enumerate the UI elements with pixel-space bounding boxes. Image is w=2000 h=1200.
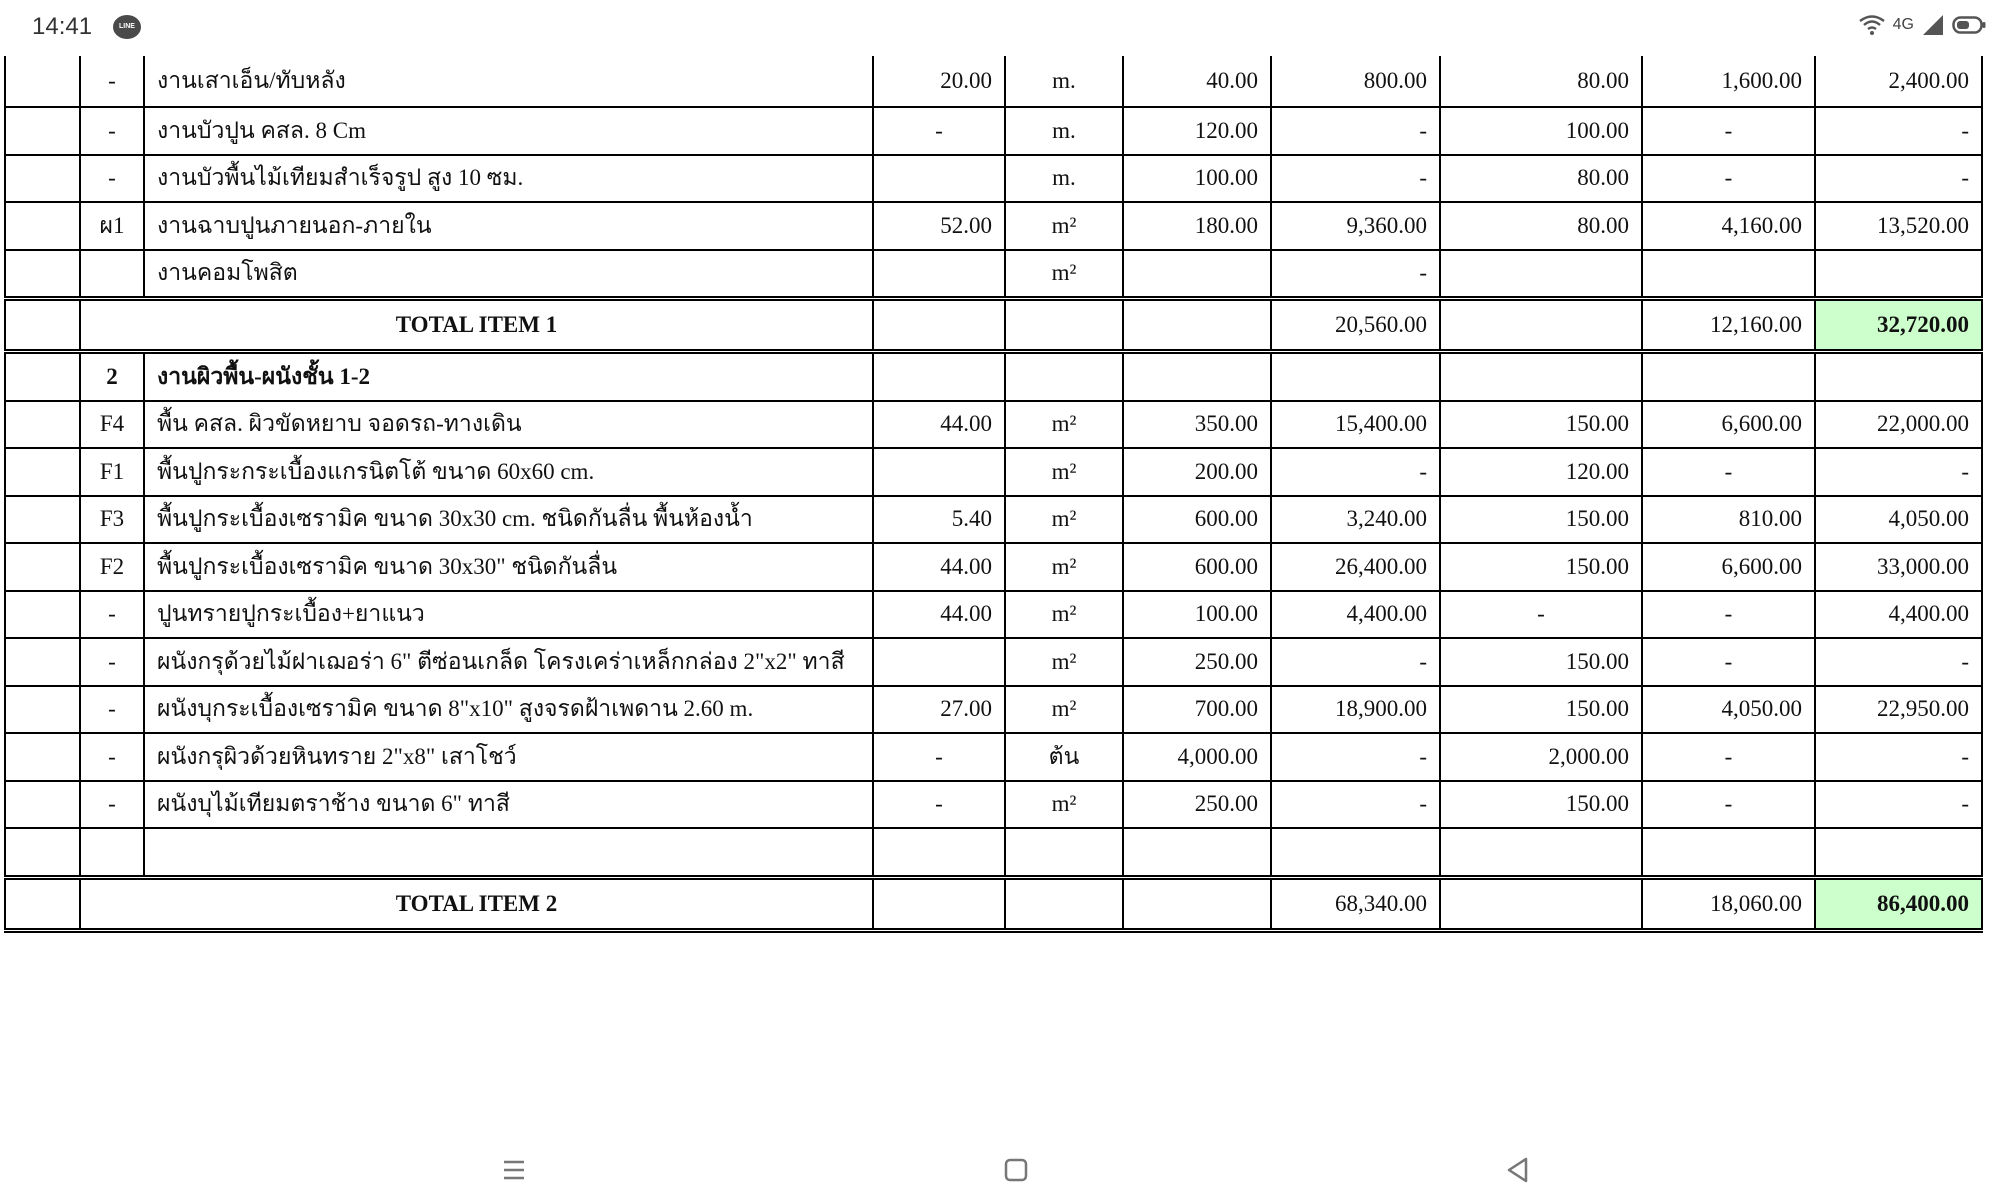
empty-row — [5, 828, 1982, 878]
labor-unit-price: 150.00 — [1440, 686, 1642, 734]
total-row-item-1 — [5, 299, 1982, 352]
row-total: - — [1815, 781, 1982, 829]
table-row — [5, 591, 1982, 639]
table-row — [5, 202, 1982, 250]
item-description: ผนังบุกระเบื้องเซรามิค ขนาด 8"x10" สูงจรดฝ้าเพดาน 2.60 m. — [144, 686, 873, 734]
row-blank-cell — [5, 250, 80, 299]
row-blank-cell — [5, 299, 80, 352]
material-unit-price: 100.00 — [1123, 591, 1271, 639]
item-code: - — [80, 733, 144, 781]
labor-unit-price — [1440, 250, 1642, 299]
labor-total: 4,050.00 — [1642, 686, 1815, 734]
labor-total: 4,160.00 — [1642, 202, 1815, 250]
labor-unit-price: - — [1440, 591, 1642, 639]
material-total: - — [1271, 155, 1440, 203]
unit: m² — [1005, 591, 1123, 639]
labor-total — [1642, 250, 1815, 299]
status-bar — [0, 0, 2000, 56]
quantity: 27.00 — [873, 686, 1005, 734]
item-code: F4 — [80, 401, 144, 449]
labor-unit-price: 120.00 — [1440, 448, 1642, 496]
row-blank-cell — [5, 781, 80, 829]
total-row-item-2 — [5, 878, 1982, 931]
row-blank-cell — [1642, 828, 1815, 878]
quantity — [873, 250, 1005, 299]
row-blank-cell — [5, 733, 80, 781]
material-unit-price: 700.00 — [1123, 686, 1271, 734]
item-code: ผ1 — [80, 202, 144, 250]
labor-unit-price: 80.00 — [1440, 155, 1642, 203]
row-blank-cell — [80, 828, 144, 878]
signal-icon — [1922, 14, 1944, 36]
material-total: 68,340.00 — [1271, 878, 1440, 931]
material-total: 800.00 — [1271, 56, 1440, 107]
labor-unit-price: 100.00 — [1440, 107, 1642, 155]
unit: m² — [1005, 202, 1123, 250]
row-blank-cell — [873, 878, 1005, 931]
grand-total: 86,400.00 — [1815, 878, 1982, 931]
row-blank-cell — [1005, 299, 1123, 352]
row-blank-cell — [5, 56, 80, 107]
table-row — [5, 401, 1982, 449]
row-total: - — [1815, 448, 1982, 496]
section-title: งานผิวพื้น-ผนังชั้น 1-2 — [144, 352, 873, 401]
table-row — [5, 448, 1982, 496]
quantity: - — [873, 781, 1005, 829]
labor-total: - — [1642, 781, 1815, 829]
item-code — [80, 250, 144, 299]
unit: m² — [1005, 543, 1123, 591]
row-blank-cell — [873, 828, 1005, 878]
item-code: - — [80, 155, 144, 203]
quantity: 20.00 — [873, 56, 1005, 107]
item-description: พื้นปูกระเบื้องเซรามิค ขนาด 30x30 cm. ชนิดกันลื่น พื้นห้องน้ำ — [144, 496, 873, 544]
row-blank-cell — [144, 828, 873, 878]
material-total: - — [1271, 250, 1440, 299]
row-total: - — [1815, 107, 1982, 155]
network-type-label: 4G — [1892, 16, 1914, 33]
row-blank-cell — [1440, 828, 1642, 878]
section-header-row — [5, 352, 1982, 401]
quantity: - — [873, 107, 1005, 155]
item-description: ผนังกรุด้วยไม้ฝาเฌอร่า 6" ตีซ่อนเกล็ด โครงเคร่าเหล็กกล่อง 2"x2" ทาสี — [144, 638, 873, 686]
table-row — [5, 638, 1982, 686]
total-label: TOTAL ITEM 1 — [80, 299, 873, 352]
labor-total: 12,160.00 — [1642, 299, 1815, 352]
unit: m. — [1005, 107, 1123, 155]
row-blank-cell — [5, 591, 80, 639]
section-number: 2 — [80, 352, 144, 401]
labor-total: - — [1642, 155, 1815, 203]
row-blank-cell — [5, 202, 80, 250]
row-total: 4,050.00 — [1815, 496, 1982, 544]
material-unit-price: 100.00 — [1123, 155, 1271, 203]
unit: m² — [1005, 250, 1123, 299]
labor-unit-price: 150.00 — [1440, 638, 1642, 686]
labor-unit-price: 150.00 — [1440, 401, 1642, 449]
row-blank-cell — [1440, 352, 1642, 401]
row-blank-cell — [1440, 299, 1642, 352]
row-blank-cell — [5, 401, 80, 449]
table-row — [5, 496, 1982, 544]
row-blank-cell — [1123, 878, 1271, 931]
row-total: - — [1815, 638, 1982, 686]
row-total: 22,950.00 — [1815, 686, 1982, 734]
labor-unit-price: 80.00 — [1440, 56, 1642, 107]
row-blank-cell — [5, 828, 80, 878]
quantity: - — [873, 733, 1005, 781]
total-label: TOTAL ITEM 2 — [80, 878, 873, 931]
labor-total: 18,060.00 — [1642, 878, 1815, 931]
boq-table-container[interactable] — [4, 56, 1983, 933]
row-blank-cell — [1005, 878, 1123, 931]
item-code: - — [80, 591, 144, 639]
table-row — [5, 155, 1982, 203]
labor-unit-price: 150.00 — [1440, 781, 1642, 829]
quantity: 44.00 — [873, 591, 1005, 639]
grand-total: 32,720.00 — [1815, 299, 1982, 352]
table-row — [5, 543, 1982, 591]
item-code: - — [80, 638, 144, 686]
item-description: งานบัวพื้นไม้เทียมสำเร็จรูป สูง 10 ซม. — [144, 155, 873, 203]
row-blank-cell — [1440, 878, 1642, 931]
row-total: - — [1815, 733, 1982, 781]
unit: m² — [1005, 638, 1123, 686]
row-blank-cell — [5, 448, 80, 496]
row-blank-cell — [1123, 352, 1271, 401]
row-total: - — [1815, 155, 1982, 203]
table-row — [5, 781, 1982, 829]
item-description: พื้นปูกระกระเบื้องแกรนิตโต้ ขนาด 60x60 cm. — [144, 448, 873, 496]
row-blank-cell — [5, 155, 80, 203]
row-blank-cell — [873, 352, 1005, 401]
material-unit-price: 350.00 — [1123, 401, 1271, 449]
material-unit-price: 600.00 — [1123, 496, 1271, 544]
row-blank-cell — [5, 543, 80, 591]
labor-total: 1,600.00 — [1642, 56, 1815, 107]
material-total: 9,360.00 — [1271, 202, 1440, 250]
table-row — [5, 56, 1982, 107]
row-blank-cell — [1005, 828, 1123, 878]
item-code: - — [80, 107, 144, 155]
material-unit-price: 600.00 — [1123, 543, 1271, 591]
table-row — [5, 250, 1982, 299]
quantity: 5.40 — [873, 496, 1005, 544]
row-blank-cell — [5, 107, 80, 155]
row-total: 33,000.00 — [1815, 543, 1982, 591]
item-code: F1 — [80, 448, 144, 496]
quantity — [873, 638, 1005, 686]
item-description: ผนังบุไม้เทียมตราช้าง ขนาด 6" ทาสี — [144, 781, 873, 829]
quantity — [873, 155, 1005, 203]
table-row — [5, 686, 1982, 734]
row-blank-cell — [1005, 352, 1123, 401]
labor-unit-price: 150.00 — [1440, 496, 1642, 544]
labor-total: - — [1642, 733, 1815, 781]
material-total: - — [1271, 448, 1440, 496]
back-icon[interactable] — [1498, 1150, 1538, 1190]
material-unit-price: 120.00 — [1123, 107, 1271, 155]
home-icon[interactable] — [996, 1150, 1036, 1190]
table-row — [5, 107, 1982, 155]
material-total: 15,400.00 — [1271, 401, 1440, 449]
material-unit-price: 250.00 — [1123, 638, 1271, 686]
quantity — [873, 448, 1005, 496]
unit: m² — [1005, 686, 1123, 734]
wifi-icon — [1859, 15, 1885, 35]
quantity: 44.00 — [873, 543, 1005, 591]
row-blank-cell — [1815, 352, 1982, 401]
row-blank-cell — [5, 686, 80, 734]
row-total: 4,400.00 — [1815, 591, 1982, 639]
row-blank-cell — [5, 878, 80, 931]
table-row — [5, 733, 1982, 781]
row-blank-cell — [5, 352, 80, 401]
item-description: ปูนทรายปูกระเบื้อง+ยาแนว — [144, 591, 873, 639]
material-total: - — [1271, 638, 1440, 686]
row-blank-cell — [1123, 299, 1271, 352]
material-unit-price — [1123, 250, 1271, 299]
material-total: 18,900.00 — [1271, 686, 1440, 734]
material-unit-price: 40.00 — [1123, 56, 1271, 107]
unit: m² — [1005, 448, 1123, 496]
unit: m² — [1005, 496, 1123, 544]
material-unit-price: 180.00 — [1123, 202, 1271, 250]
labor-total: - — [1642, 638, 1815, 686]
line-icon: LINE — [113, 15, 141, 39]
quantity: 44.00 — [873, 401, 1005, 449]
menu-icon[interactable] — [494, 1150, 534, 1190]
clock: 14:41 — [32, 13, 93, 40]
row-total — [1815, 250, 1982, 299]
material-total: 4,400.00 — [1271, 591, 1440, 639]
unit: m² — [1005, 781, 1123, 829]
row-blank-cell — [1123, 828, 1271, 878]
labor-total: - — [1642, 107, 1815, 155]
unit: m² — [1005, 401, 1123, 449]
item-description: พื้น คสล. ผิวขัดหยาบ จอดรถ-ทางเดิน — [144, 401, 873, 449]
battery-icon — [1952, 15, 1986, 35]
material-total: 20,560.00 — [1271, 299, 1440, 352]
navigation-bar — [0, 1140, 2000, 1200]
item-description: ผนังกรุผิวด้วยหินทราย 2"x8" เสาโชว์ — [144, 733, 873, 781]
material-unit-price: 250.00 — [1123, 781, 1271, 829]
item-code: - — [80, 686, 144, 734]
labor-unit-price: 2,000.00 — [1440, 733, 1642, 781]
row-blank-cell — [1642, 352, 1815, 401]
labor-total: - — [1642, 591, 1815, 639]
material-unit-price: 200.00 — [1123, 448, 1271, 496]
item-code: F2 — [80, 543, 144, 591]
item-description: งานบัวปูน คสล. 8 Cm — [144, 107, 873, 155]
item-description: งานเสาเอ็น/ทับหลัง — [144, 56, 873, 107]
material-unit-price: 4,000.00 — [1123, 733, 1271, 781]
item-description: งานคอมโพสิต — [144, 250, 873, 299]
quantity: 52.00 — [873, 202, 1005, 250]
unit: m. — [1005, 155, 1123, 203]
labor-total: 6,600.00 — [1642, 401, 1815, 449]
item-code: - — [80, 781, 144, 829]
row-total: 22,000.00 — [1815, 401, 1982, 449]
material-total: - — [1271, 781, 1440, 829]
row-blank-cell — [5, 638, 80, 686]
labor-unit-price: 150.00 — [1440, 543, 1642, 591]
item-description: พื้นปูกระเบื้องเซรามิค ขนาด 30x30" ชนิดกันลื่น — [144, 543, 873, 591]
item-code: F3 — [80, 496, 144, 544]
item-code: - — [80, 56, 144, 107]
row-total: 2,400.00 — [1815, 56, 1982, 107]
labor-total: - — [1642, 448, 1815, 496]
labor-unit-price: 80.00 — [1440, 202, 1642, 250]
labor-total: 810.00 — [1642, 496, 1815, 544]
row-blank-cell — [1271, 828, 1440, 878]
row-blank-cell — [1815, 828, 1982, 878]
boq-table — [4, 56, 1983, 933]
unit: ต้น — [1005, 733, 1123, 781]
labor-total: 6,600.00 — [1642, 543, 1815, 591]
material-total: 3,240.00 — [1271, 496, 1440, 544]
item-description: งานฉาบปูนภายนอก-ภายใน — [144, 202, 873, 250]
row-total: 13,520.00 — [1815, 202, 1982, 250]
row-blank-cell — [873, 299, 1005, 352]
material-total: 26,400.00 — [1271, 543, 1440, 591]
unit: m. — [1005, 56, 1123, 107]
material-total: - — [1271, 733, 1440, 781]
row-blank-cell — [1271, 352, 1440, 401]
row-blank-cell — [5, 496, 80, 544]
material-total: - — [1271, 107, 1440, 155]
status-icons — [1859, 14, 1986, 36]
